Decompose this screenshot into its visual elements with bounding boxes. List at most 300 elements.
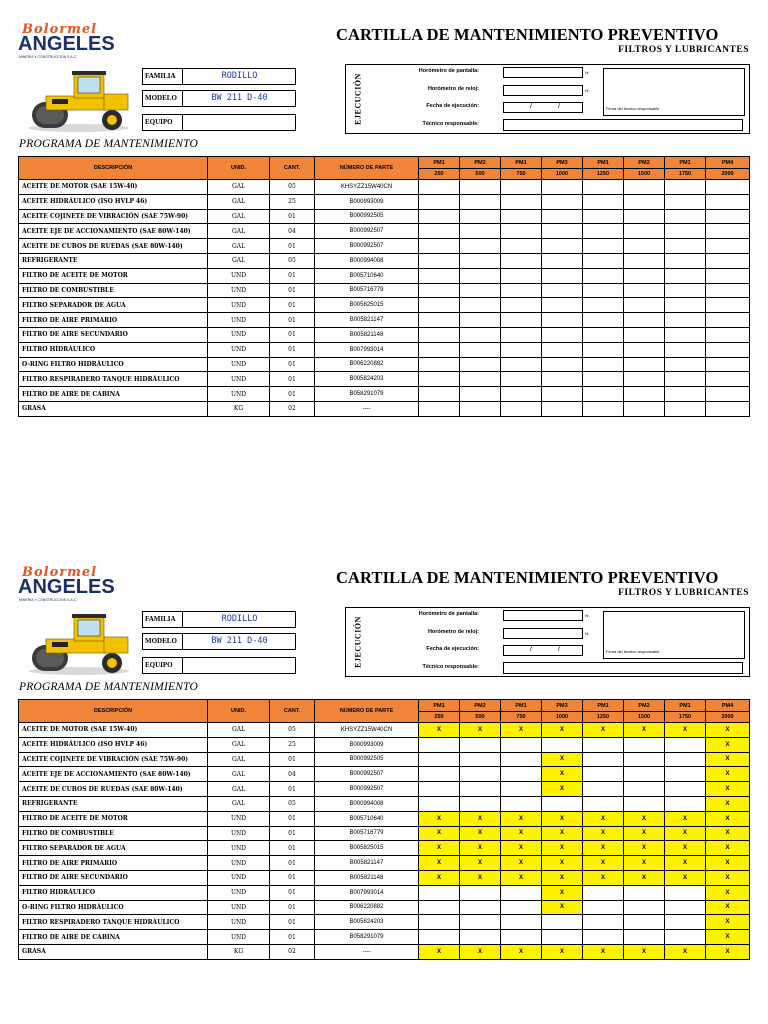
signature-box[interactable] — [603, 68, 745, 116]
cell-pm-check[interactable] — [501, 737, 542, 752]
cell-pm-check[interactable] — [706, 342, 750, 357]
cell-pm-check[interactable]: X — [624, 944, 665, 959]
cell-pm-check[interactable] — [665, 313, 706, 328]
cell-pm-check[interactable] — [665, 796, 706, 811]
cell-pm-check[interactable] — [706, 298, 750, 313]
cell-pm-check[interactable] — [501, 900, 542, 915]
cell-pm-check[interactable] — [665, 239, 706, 254]
cell-pm-check[interactable] — [542, 401, 583, 416]
cell-pm-check[interactable]: X — [419, 856, 460, 871]
horometro-reloj-unit: Hr. — [585, 89, 590, 93]
fecha-input[interactable] — [503, 645, 583, 656]
cell-pm-check[interactable] — [583, 915, 624, 930]
cell-pm-check[interactable]: X — [706, 723, 750, 738]
cell-pm-check[interactable] — [501, 796, 542, 811]
cell-qty: 02 — [270, 944, 315, 959]
cell-pm-check[interactable] — [624, 767, 665, 782]
cell-pm-check[interactable] — [583, 885, 624, 900]
cell-pm-check[interactable] — [460, 752, 501, 767]
cell-desc: FILTRO DE COMBUSTIBLE — [19, 283, 208, 298]
cell-pm-check[interactable] — [460, 401, 501, 416]
cell-pm-check[interactable] — [706, 268, 750, 283]
cell-pm-check[interactable] — [419, 239, 460, 254]
cell-pm-check[interactable] — [583, 372, 624, 387]
cell-pm-check[interactable] — [501, 268, 542, 283]
cell-pm-check[interactable] — [460, 737, 501, 752]
cell-pm-check[interactable] — [419, 327, 460, 342]
cell-pm-check[interactable] — [460, 253, 501, 268]
cell-pm-check[interactable] — [501, 357, 542, 372]
cell-pm-check[interactable] — [419, 796, 460, 811]
cell-pm-check[interactable] — [706, 357, 750, 372]
cell-pm-check[interactable] — [624, 915, 665, 930]
cell-pm-check[interactable] — [460, 209, 501, 224]
cell-pm-check[interactable] — [460, 239, 501, 254]
cell-pm-check[interactable] — [542, 915, 583, 930]
cell-pm-check[interactable] — [665, 209, 706, 224]
cell-pm-check[interactable] — [706, 194, 750, 209]
cell-pm-check[interactable]: X — [501, 841, 542, 856]
cell-qty: 01 — [270, 268, 315, 283]
cell-pm-check[interactable] — [624, 401, 665, 416]
cell-pm-check[interactable]: X — [460, 856, 501, 871]
cell-pm-check[interactable] — [542, 357, 583, 372]
cell-pm-check[interactable]: X — [706, 900, 750, 915]
cell-qty: 05 — [270, 253, 315, 268]
cell-pm-check[interactable]: X — [583, 856, 624, 871]
cell-pm-check[interactable] — [665, 930, 706, 945]
cell-pm-check[interactable]: X — [665, 826, 706, 841]
cell-pm-check[interactable]: X — [542, 944, 583, 959]
cell-pm-check[interactable]: X — [501, 870, 542, 885]
horometro-pantalla-input[interactable] — [503, 67, 583, 78]
cell-pm-check[interactable] — [501, 194, 542, 209]
cell-pm-check[interactable] — [583, 737, 624, 752]
cell-pm-check[interactable]: X — [706, 841, 750, 856]
cell-pm-check[interactable] — [583, 283, 624, 298]
horometro-reloj-input[interactable] — [503, 85, 583, 96]
cell-pm-check[interactable]: X — [624, 723, 665, 738]
cell-pm-check[interactable] — [419, 209, 460, 224]
cell-desc: REFRIGERANTE — [19, 796, 208, 811]
cell-pm-check[interactable] — [624, 327, 665, 342]
table-row — [19, 239, 750, 254]
cell-pm-check[interactable] — [583, 342, 624, 357]
cell-pm-check[interactable]: X — [706, 944, 750, 959]
equipo-label: EQUIPO — [143, 115, 183, 130]
cell-pm-check[interactable] — [419, 283, 460, 298]
cell-pm-check[interactable] — [419, 387, 460, 402]
cell-pm-check[interactable]: X — [706, 915, 750, 930]
cell-pm-check[interactable] — [665, 387, 706, 402]
cell-unit: GAL — [208, 209, 270, 224]
cell-pm-check[interactable]: X — [706, 752, 750, 767]
cell-pm-check[interactable] — [583, 782, 624, 797]
cell-pm-check[interactable] — [460, 796, 501, 811]
cell-pm-check[interactable]: X — [706, 930, 750, 945]
cell-pm-check[interactable]: X — [624, 841, 665, 856]
cell-pm-check[interactable] — [501, 401, 542, 416]
cell-pm-check[interactable]: X — [542, 856, 583, 871]
cell-unit: UND — [208, 342, 270, 357]
cell-pm-check[interactable]: X — [501, 944, 542, 959]
cell-pm-check[interactable] — [583, 900, 624, 915]
cell-pm-check[interactable] — [583, 209, 624, 224]
cell-pm-check[interactable] — [665, 915, 706, 930]
cell-pm-check[interactable]: X — [460, 870, 501, 885]
cell-pm-check[interactable]: X — [706, 826, 750, 841]
cell-pm-check[interactable] — [706, 283, 750, 298]
cell-pm-check[interactable] — [583, 327, 624, 342]
cell-pm-check[interactable] — [624, 796, 665, 811]
cell-pm-check[interactable] — [665, 885, 706, 900]
cell-pm-check[interactable] — [624, 224, 665, 239]
cell-pm-check[interactable] — [460, 224, 501, 239]
cell-pm-check[interactable] — [624, 194, 665, 209]
cell-pm-check[interactable] — [460, 327, 501, 342]
cell-pm-check[interactable]: X — [706, 885, 750, 900]
cell-pm-check[interactable]: X — [419, 841, 460, 856]
cell-pm-check[interactable] — [542, 327, 583, 342]
cell-pm-check[interactable] — [419, 342, 460, 357]
cell-pm-check[interactable] — [706, 180, 750, 195]
cell-pm-check[interactable]: X — [542, 841, 583, 856]
cell-pm-check[interactable] — [501, 885, 542, 900]
fecha-input[interactable] — [503, 102, 583, 113]
cell-pm-check[interactable]: X — [706, 870, 750, 885]
cell-pm-check[interactable] — [706, 253, 750, 268]
cell-pm-check[interactable] — [501, 915, 542, 930]
cell-pm-check[interactable] — [583, 767, 624, 782]
cell-pm-check[interactable] — [501, 224, 542, 239]
cell-pm-check[interactable] — [419, 915, 460, 930]
cell-pm-check[interactable]: X — [542, 767, 583, 782]
cell-pm-check[interactable]: X — [542, 885, 583, 900]
cell-pm-check[interactable] — [419, 900, 460, 915]
cell-pm-check[interactable] — [501, 327, 542, 342]
cell-pm-check[interactable] — [665, 342, 706, 357]
equipo-field[interactable] — [184, 115, 295, 130]
cell-desc: FILTRO RESPIRADERO TANQUE HIDRÁULICO — [19, 372, 208, 387]
cell-pm-check[interactable] — [460, 387, 501, 402]
cell-pm-check[interactable]: X — [542, 811, 583, 826]
cell-pm-check[interactable]: X — [460, 944, 501, 959]
cell-pm-check[interactable] — [706, 224, 750, 239]
cell-pm-check[interactable] — [542, 796, 583, 811]
cell-pm-check[interactable] — [460, 313, 501, 328]
cell-pm-check[interactable]: X — [583, 826, 624, 841]
cell-pm-check[interactable] — [665, 194, 706, 209]
cell-pm-check[interactable] — [501, 767, 542, 782]
cell-pm-check[interactable] — [460, 900, 501, 915]
cell-pm-check[interactable]: X — [419, 870, 460, 885]
cell-pm-check[interactable] — [460, 782, 501, 797]
cell-pm-check[interactable]: X — [501, 811, 542, 826]
cell-pm-check[interactable] — [624, 283, 665, 298]
horometro-pantalla-input[interactable] — [503, 610, 583, 621]
cell-pm-check[interactable] — [501, 298, 542, 313]
cell-pm-check[interactable] — [583, 239, 624, 254]
cell-pm-check[interactable]: X — [706, 782, 750, 797]
cell-unit: UND — [208, 826, 270, 841]
cell-pm-check[interactable] — [583, 930, 624, 945]
cell-pm-check[interactable] — [419, 357, 460, 372]
cell-pm-check[interactable] — [706, 313, 750, 328]
cell-pm-check[interactable] — [624, 372, 665, 387]
cell-pm-check[interactable] — [706, 327, 750, 342]
page-title: CARTILLA DE MANTENIMIENTO PREVENTIVO — [336, 568, 719, 587]
cell-pm-check[interactable] — [583, 357, 624, 372]
cell-pm-check[interactable] — [460, 885, 501, 900]
cell-pm-check[interactable] — [583, 253, 624, 268]
cell-pm-check[interactable] — [665, 401, 706, 416]
cell-pm-check[interactable] — [665, 782, 706, 797]
cell-qty: 01 — [270, 885, 315, 900]
cell-pm-check[interactable]: X — [665, 944, 706, 959]
cell-pm-check[interactable]: X — [583, 870, 624, 885]
cell-pm-check[interactable]: X — [583, 944, 624, 959]
cell-pm-check[interactable] — [706, 387, 750, 402]
cell-pm-check[interactable] — [501, 180, 542, 195]
cell-pm-check[interactable]: X — [706, 796, 750, 811]
cell-pm-check[interactable] — [460, 342, 501, 357]
familia-value: RODILLO — [221, 71, 258, 81]
cell-part: B000993009 — [315, 194, 419, 209]
cell-pm-check[interactable]: X — [419, 944, 460, 959]
tecnico-input[interactable] — [503, 119, 743, 131]
tecnico-input[interactable] — [503, 662, 743, 674]
cell-pm-check[interactable] — [583, 194, 624, 209]
cell-pm-check[interactable]: X — [501, 723, 542, 738]
cell-pm-check[interactable]: X — [706, 856, 750, 871]
cell-pm-check[interactable] — [542, 387, 583, 402]
cell-pm-check[interactable]: X — [460, 811, 501, 826]
cell-pm-check[interactable]: X — [665, 841, 706, 856]
cell-pm-check[interactable]: X — [624, 811, 665, 826]
cell-pm-check[interactable] — [706, 372, 750, 387]
cell-pm-check[interactable] — [460, 194, 501, 209]
cell-pm-check[interactable] — [460, 180, 501, 195]
cell-pm-check[interactable] — [460, 915, 501, 930]
cell-unit: UND — [208, 268, 270, 283]
cell-pm-check[interactable]: X — [624, 870, 665, 885]
cell-pm-check[interactable] — [624, 239, 665, 254]
cell-pm-check[interactable] — [665, 298, 706, 313]
cell-qty: 01 — [270, 915, 315, 930]
cell-pm-check[interactable]: X — [542, 723, 583, 738]
cell-pm-check[interactable] — [706, 401, 750, 416]
cell-pm-check[interactable] — [460, 298, 501, 313]
cell-pm-check[interactable] — [419, 253, 460, 268]
cell-pm-check[interactable] — [583, 387, 624, 402]
cell-pm-check[interactable] — [542, 180, 583, 195]
cell-pm-check[interactable] — [460, 283, 501, 298]
cell-pm-check[interactable]: X — [583, 841, 624, 856]
cell-pm-check[interactable]: X — [624, 856, 665, 871]
cell-pm-check[interactable]: X — [583, 811, 624, 826]
cell-pm-check[interactable] — [583, 268, 624, 283]
cell-pm-check[interactable] — [624, 313, 665, 328]
cell-pm-check[interactable] — [542, 342, 583, 357]
cell-pm-check[interactable] — [419, 930, 460, 945]
cell-pm-check[interactable] — [501, 930, 542, 945]
cell-pm-check[interactable] — [665, 180, 706, 195]
cell-pm-check[interactable] — [501, 239, 542, 254]
cell-pm-check[interactable] — [542, 930, 583, 945]
cell-pm-check[interactable] — [624, 180, 665, 195]
cell-pm-check[interactable] — [665, 268, 706, 283]
cell-pm-check[interactable]: X — [542, 900, 583, 915]
cell-pm-check[interactable] — [419, 737, 460, 752]
cell-pm-check[interactable] — [583, 796, 624, 811]
cell-pm-check[interactable] — [460, 372, 501, 387]
cell-pm-check[interactable] — [665, 737, 706, 752]
cell-pm-check[interactable] — [624, 387, 665, 402]
col-header-qty: CANT. — [270, 700, 315, 723]
cell-pm-check[interactable] — [624, 930, 665, 945]
cell-pm-check[interactable] — [419, 298, 460, 313]
cell-pm-check[interactable] — [460, 767, 501, 782]
cell-unit: GAL — [208, 752, 270, 767]
cell-pm-check[interactable]: X — [542, 826, 583, 841]
col-header-pm-hours: 2000 — [706, 712, 750, 723]
cell-pm-check[interactable] — [501, 283, 542, 298]
cell-pm-check[interactable] — [665, 752, 706, 767]
cell-pm-check[interactable] — [665, 357, 706, 372]
cell-pm-check[interactable] — [624, 342, 665, 357]
cell-pm-check[interactable] — [501, 372, 542, 387]
cell-pm-check[interactable] — [419, 180, 460, 195]
cell-pm-check[interactable] — [501, 342, 542, 357]
cell-pm-check[interactable]: X — [665, 870, 706, 885]
horometro-reloj-input[interactable] — [503, 628, 583, 639]
cell-pm-check[interactable] — [419, 372, 460, 387]
cell-pm-check[interactable]: X — [542, 870, 583, 885]
cell-pm-check[interactable] — [542, 268, 583, 283]
cell-pm-check[interactable] — [665, 767, 706, 782]
cell-pm-check[interactable]: X — [583, 723, 624, 738]
cell-pm-check[interactable]: X — [665, 723, 706, 738]
cell-pm-check[interactable] — [419, 752, 460, 767]
cell-pm-check[interactable] — [624, 782, 665, 797]
cell-pm-check[interactable] — [542, 283, 583, 298]
cell-pm-check[interactable] — [583, 313, 624, 328]
cell-pm-check[interactable] — [460, 930, 501, 945]
cell-pm-check[interactable] — [542, 239, 583, 254]
cell-pm-check[interactable] — [542, 298, 583, 313]
col-header-pm-code: PM3 — [542, 157, 583, 169]
signature-box[interactable] — [603, 611, 745, 659]
cell-pm-check[interactable] — [706, 239, 750, 254]
cell-pm-check[interactable] — [624, 253, 665, 268]
cell-pm-check[interactable] — [665, 327, 706, 342]
cell-pm-check[interactable] — [624, 752, 665, 767]
cell-pm-check[interactable] — [460, 357, 501, 372]
cell-pm-check[interactable]: X — [706, 767, 750, 782]
cell-pm-check[interactable] — [501, 209, 542, 224]
cell-pm-check[interactable] — [542, 253, 583, 268]
cell-pm-check[interactable]: X — [501, 826, 542, 841]
cell-pm-check[interactable]: X — [460, 826, 501, 841]
cell-pm-check[interactable] — [624, 268, 665, 283]
signature-caption: Firma del técnico responsable — [606, 106, 660, 111]
cell-pm-check[interactable] — [542, 194, 583, 209]
cell-unit: GAL — [208, 782, 270, 797]
cell-pm-check[interactable] — [665, 900, 706, 915]
cell-pm-check[interactable] — [624, 209, 665, 224]
cell-desc: FILTRO HIDRÁULICO — [19, 885, 208, 900]
cell-pm-check[interactable]: X — [665, 811, 706, 826]
cell-pm-check[interactable]: X — [624, 826, 665, 841]
cell-pm-check[interactable] — [419, 767, 460, 782]
cell-pm-check[interactable] — [624, 298, 665, 313]
cell-pm-check[interactable]: X — [665, 856, 706, 871]
cell-pm-check[interactable]: X — [542, 752, 583, 767]
cell-pm-check[interactable] — [501, 782, 542, 797]
cell-pm-check[interactable]: X — [419, 723, 460, 738]
cell-pm-check[interactable]: X — [542, 782, 583, 797]
cell-desc: FILTRO DE AIRE PRIMARIO — [19, 313, 208, 328]
cell-pm-check[interactable] — [624, 885, 665, 900]
cell-pm-check[interactable]: X — [419, 811, 460, 826]
cell-pm-check[interactable] — [583, 752, 624, 767]
cell-pm-check[interactable] — [419, 224, 460, 239]
cell-pm-check[interactable] — [665, 253, 706, 268]
cell-pm-check[interactable] — [542, 224, 583, 239]
cell-pm-check[interactable] — [583, 401, 624, 416]
cell-pm-check[interactable] — [665, 372, 706, 387]
cell-pm-check[interactable] — [665, 224, 706, 239]
cell-pm-check[interactable] — [419, 885, 460, 900]
horometro-reloj-label: Horómetro de reloj: — [427, 629, 479, 635]
cell-pm-check[interactable] — [542, 209, 583, 224]
cell-part: B005716779 — [315, 826, 419, 841]
col-header-pm-hours: 1750 — [665, 712, 706, 723]
cell-pm-check[interactable]: X — [460, 723, 501, 738]
modelo-value: BW 211 D-40 — [211, 636, 268, 646]
cell-pm-check[interactable] — [501, 752, 542, 767]
cell-pm-check[interactable]: X — [501, 856, 542, 871]
cell-pm-check[interactable] — [419, 194, 460, 209]
cell-pm-check[interactable] — [542, 372, 583, 387]
cell-pm-check[interactable]: X — [706, 811, 750, 826]
cell-part: B000994008 — [315, 253, 419, 268]
cell-pm-check[interactable] — [419, 782, 460, 797]
cell-pm-check[interactable]: X — [460, 841, 501, 856]
cell-pm-check[interactable] — [460, 268, 501, 283]
cell-pm-check[interactable] — [583, 180, 624, 195]
cell-pm-check[interactable] — [501, 387, 542, 402]
table-row — [19, 767, 750, 782]
cell-pm-check[interactable] — [501, 253, 542, 268]
cell-pm-check[interactable] — [624, 357, 665, 372]
cell-pm-check[interactable] — [542, 313, 583, 328]
cell-pm-check[interactable]: X — [706, 737, 750, 752]
cell-pm-check[interactable] — [583, 298, 624, 313]
cell-pm-check[interactable]: X — [419, 826, 460, 841]
cell-pm-check[interactable] — [501, 313, 542, 328]
cell-pm-check[interactable] — [419, 268, 460, 283]
equipo-field[interactable] — [184, 658, 295, 673]
cell-pm-check[interactable] — [542, 737, 583, 752]
cell-pm-check[interactable] — [665, 283, 706, 298]
cell-pm-check[interactable] — [419, 313, 460, 328]
cell-pm-check[interactable] — [419, 401, 460, 416]
cell-pm-check[interactable] — [624, 737, 665, 752]
cell-pm-check[interactable] — [624, 900, 665, 915]
cell-pm-check[interactable] — [706, 209, 750, 224]
cell-pm-check[interactable] — [583, 224, 624, 239]
